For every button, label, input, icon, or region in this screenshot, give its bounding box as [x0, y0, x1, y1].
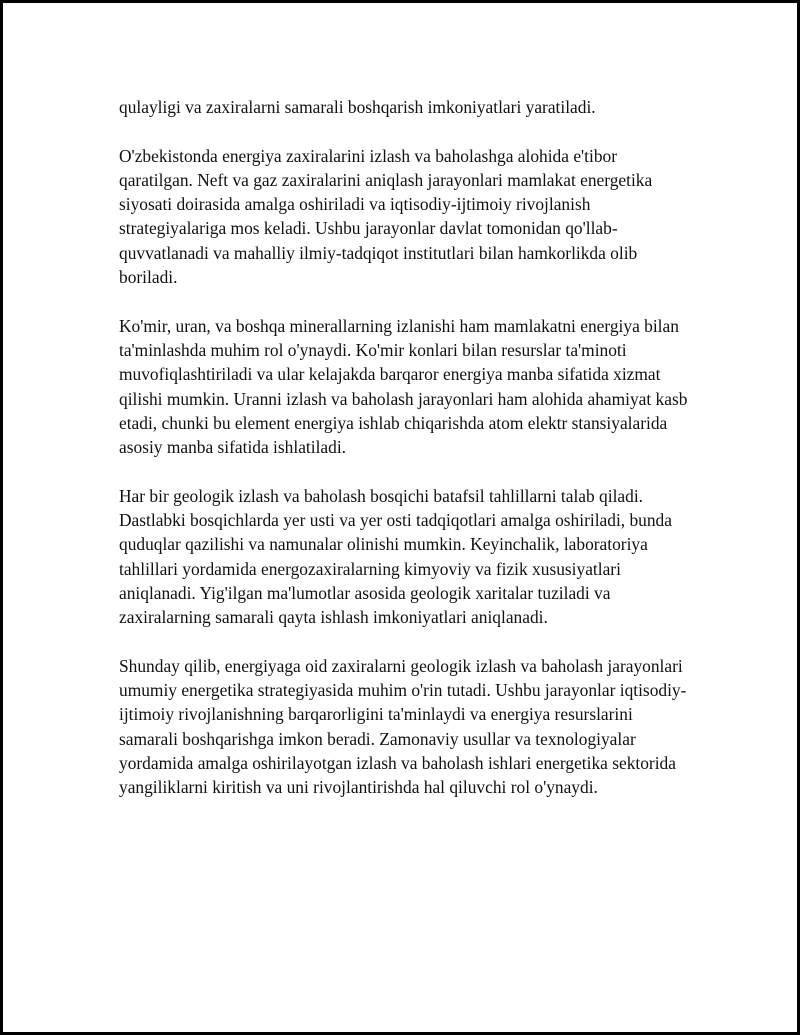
paragraph-2: O'zbekistonda energiya zaxiralarini izlash va baholashga alohida e'tibor qaratilgan. Neft va gaz zaxiralarini aniqlash jarayonlari mamlakat energetika siyosati doirasida amalga oshiriladi va iqtisodiy-ijtimoiy rivojlanish strategiyalariga mos keladi. Ushbu jarayonlar davlat tomonidan qo'llab-quvvatlanadi va mahalliy ilmiy-tadqiqot institutlari bilan hamkorlikda olib boriladi. — [119, 145, 653, 288]
paragraph-3: Ko'mir, uran, va boshqa minerallarning izlanishi ham mamlakatni energiya bilan ta'minlashda muhim rol o'ynaydi. Ko'mir konlari bilan resurslar ta'minoti muvofiqlashtiriladi va ular kelajakda barqaror energiya manba sifatida xizmat qilishi mumkin. Uranni izlash va baholash jarayonlari ham alohida ahamiyat kasb etadi, chunki bu element energiya ishlab chiqarishda atom elektr stansiyalarida asosiy manba sifatida ishlatiladi. — [119, 315, 688, 458]
document-body — [119, 95, 693, 800]
paragraph-5: Shunday qilib, energiyaga oid zaxiralarni geologik izlash va baholash jarayonlari umumiy energetika strategiyasida muhim o'rin tutadi. Ushbu jarayonlar iqtisodiy-ijtimoiy rivojlanishning barqarorligini ta'minlaydi va energiya resurslarini samarali boshqarishga imkon beradi. Zamonaviy usullar va texnologiyalar yordamida amalga oshirilayotgan izlash va baholash ishlari energetika sektorida yangiliklarni kiritish va uni rivojlantirishda hal qiluvchi rol o'ynaydi. — [119, 655, 687, 798]
paragraph-4: Har bir geologik izlash va baholash bosqichi batafsil tahlillarni talab qiladi. Dastlabki bosqichlarda yer usti va yer osti tadqiqotlari amalga oshiriladi, bunda quduqlar qazilishi va namunalar olinishi mumkin. Keyinchalik, laboratoriya tahlillari yordamida energozaxiralarning kimyoviy va fizik xususiyatlari aniqlanadi. Yig'ilgan ma'lumotlar asosida geologik xaritalar tuziladi va zaxiralarning samarali qayta ishlash imkoniyatlari aniqlanadi. — [119, 485, 672, 628]
paragraph-1: qulayligi va zaxiralarni samarali boshqarish imkoniyatlari yaratiladi. — [119, 97, 596, 117]
